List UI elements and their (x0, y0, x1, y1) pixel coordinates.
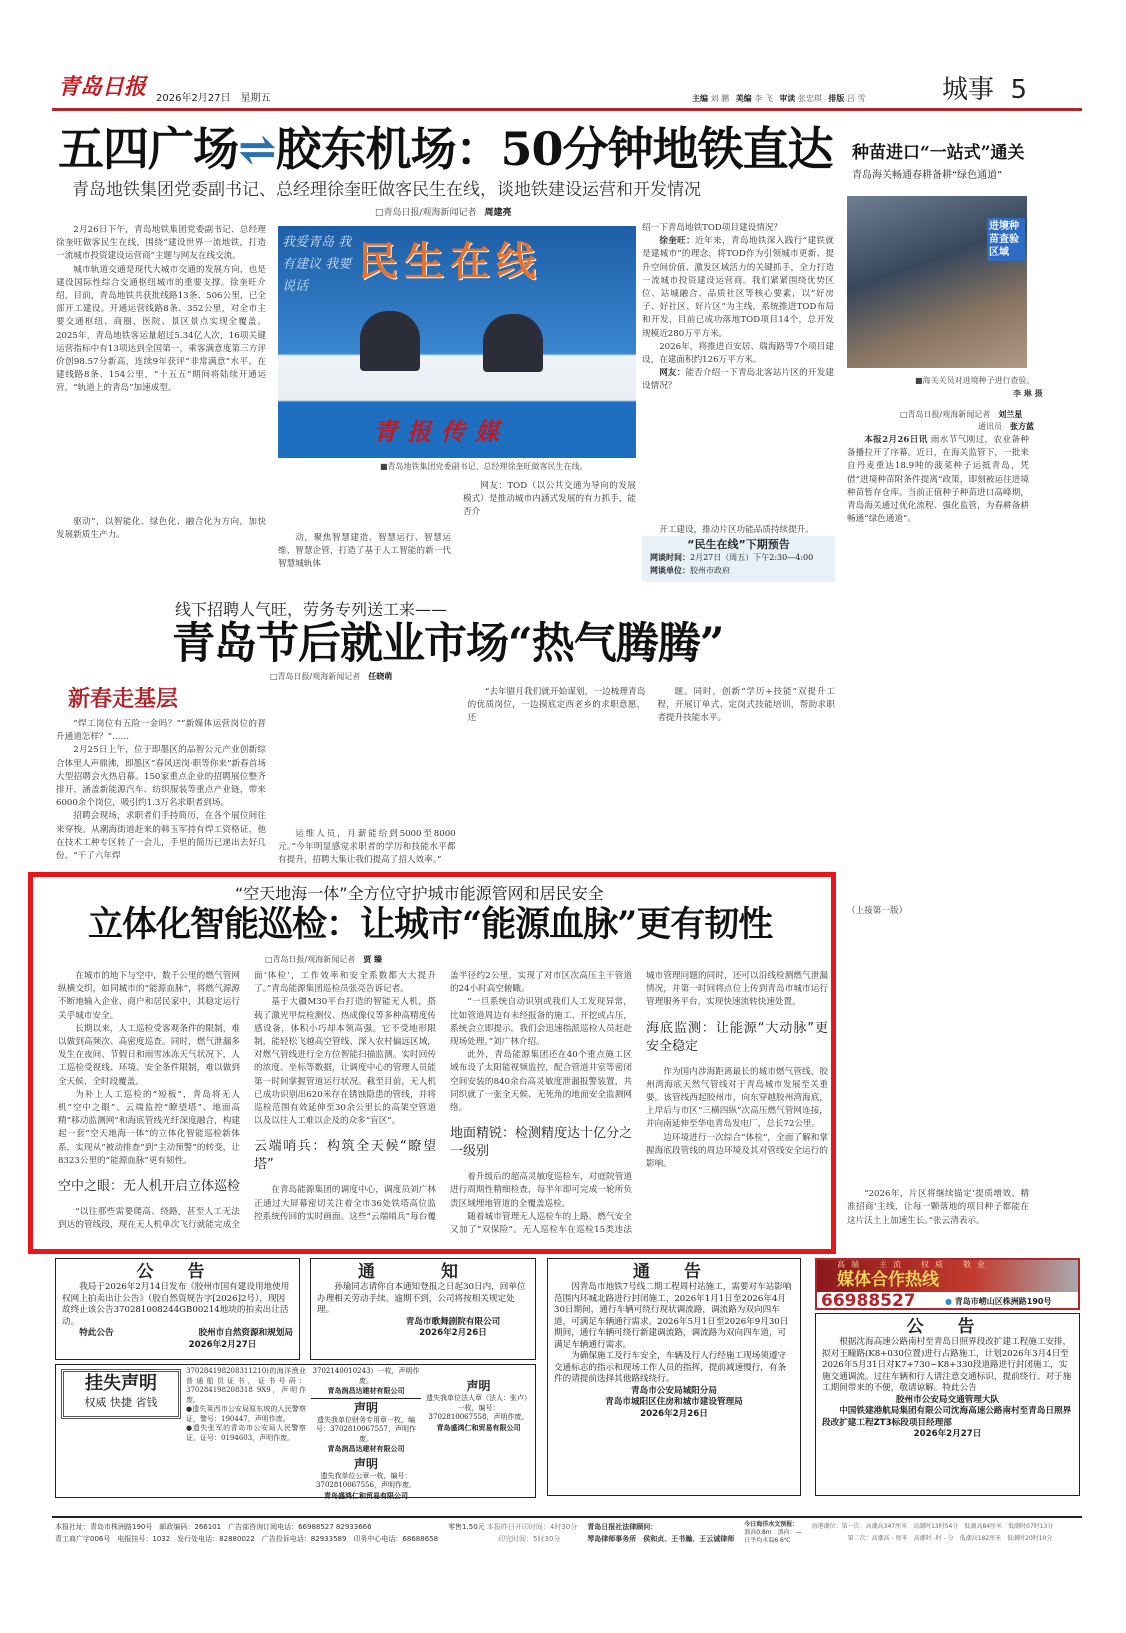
footer-rule (52, 1516, 1082, 1518)
paragraph: 2月25日上午，位于即墨区的品智公元产业创新综合体里人声鼎沸，即墨区“春风送岗·职等你来”新春首场大型招聘会火热启幕。150家重点企业的招聘展位整齐排开，涵盖新能源汽车、纺织服装等重点产业链，带来6000余个岗位，吸引约1.3万名求职者到场。 (56, 745, 266, 809)
ad-address (945, 1297, 1051, 1307)
seeds-body (847, 434, 1029, 874)
paragraph: 雨水节气刚过，农业备种备播拉开了序幕。近日，在海关监管下，一批来自丹麦重达18.9吨的菠菜种子运抵青岛，凭借“进境种苗附条件提离”政策，即刻被运往进境种苗暂存仓库。当前正值种子种苗进口高峰期，青岛海关通过优化流程、强化监管，为春耕备耕畅通“绿色通道”。 (847, 435, 1029, 525)
jobs-headline: 青岛节后就业市场“热气腾腾” (172, 619, 724, 669)
seeds-byline (900, 410, 1022, 420)
seeds-byline2 (978, 422, 1034, 432)
editorial-staff (688, 94, 865, 104)
jobs-kicker: 线下招聘人气旺，劳务专列送工来—— (175, 600, 448, 619)
speaker: 网友： (659, 368, 686, 379)
price: 零售1.50元 (448, 1523, 485, 1531)
notice-org: 青岛市歌舞剧院有限公司 (405, 1316, 501, 1327)
reporter-name: 刘兰星 (998, 410, 1023, 419)
section-title (942, 76, 1027, 105)
correspondent-name: 张方蓝 (1010, 422, 1034, 431)
statement-title: 声明 (466, 1379, 491, 1393)
notice-body: 我局于2026年2月14日发布《胶州市国有建设用地使用权网上拍卖出让公告》（胶自然资规告字[2026]2号），现因故终止该公告370281008244GB00214地块的拍卖出让活动。 (62, 1282, 290, 1327)
paragraph: 2026年，将推进百安居、瑞海路等7个项目建设，在建面积约126万平方米。 (642, 341, 834, 366)
paragraph: “2026年，片区将继续锚定‘提质增效、精准招商’主线，让每一颗落地的项目种子都能在这片沃土上加速生长。”张云清表示。 (847, 1189, 1029, 1226)
footer-line: 青工商广字006号 电报挂号：1032 发行处电话：82880022 广告投诉电话：82933589 印务中心电话：68688658 (55, 1535, 439, 1543)
staff-name: 李 飞 (754, 94, 773, 103)
tide-title: 今日海洋水文预报： (744, 1521, 799, 1528)
reporter-name: 贾 臻 (363, 955, 383, 964)
energy-body (58, 970, 828, 1246)
paragraph: 边环境进行一次综合“体检”，全面了解和掌握海底段管线的周边环境及其对管线安全运行的影响。 (646, 1132, 828, 1170)
statement-body: 遗失我单位财务专用章一枚，编号：3702810067557，声明作废。 (316, 1415, 416, 1443)
byline-prefix: □青岛日报/观海新闻记者 (265, 955, 356, 964)
reporter-name: 任晓萌 (368, 672, 393, 681)
energy-byline (265, 955, 382, 965)
notice-body: 为确保施工及行车安全，车辆及行人行经施工现场须遵守交通标志的指示和现场工作人员的指挥，提前减速慢行，有条件的请提前选择其他路线绕行。 (554, 1351, 787, 1384)
address-text: 青岛市崂山区株洲路190号 (954, 1297, 1052, 1306)
footer-tide (812, 1521, 1054, 1545)
statement-org: 青岛盛鸿仁和贸易有限公司 (436, 1422, 521, 1432)
headline-part: 胶东机场：50分钟地铁直达 (275, 122, 833, 176)
tide-line: 第二次：高潮高 - 厘米 高潮时 -时 - 分 低潮高182厘米 低潮时20时10分 (847, 1535, 1053, 1542)
notice-org: 中国铁建港航局集团有限公司沈海高速公路南村至青岛日照界段改扩建工程ZT3标段项目经理部 (822, 1406, 1072, 1428)
staff-role: 排版 (828, 94, 845, 103)
notice-org: 胶州市公安局交通管理大队 (895, 1394, 1000, 1405)
lost-item: 3702140010243）一枚，声明作废。 (312, 1367, 420, 1385)
paragraph: “一旦系统自动识别或我们人工发现异常，比如管道周边有未经报备的施工、开挖或占压，系统会立即提示。我们会迅速指派巡检人员赶赴现场处理。”刘广林介绍。 (450, 997, 632, 1048)
page-number: 5 (1010, 75, 1028, 105)
notice-date: 2026年2月26日 (640, 1408, 708, 1419)
answer (642, 235, 834, 341)
footer-address (55, 1521, 438, 1545)
metro-photo (278, 226, 636, 458)
paragraph: 2月26日下午，青岛地铁集团党委副书记、总经理徐奎旺做客民生在线，围绕“建设世界一流地铁，打造一流城市投资建设运营商”主题与网友在线交流。 (56, 225, 266, 262)
metro-photo-caption: ■青岛地铁集团党委副书记、总经理徐奎旺做客民生在线。 (380, 462, 588, 471)
notice-closing: 特此公告 (79, 1328, 114, 1338)
photographer: 李 琳 摄 (1013, 389, 1043, 398)
answer-text: 近年来，青岛地铁深入践行“建铁就是建城市”的理念，将TOD作为引领城市更新、提升空间价值、激发区域活力的关键抓手，全力打造一流城市投资建设运营商。我们紧紧围绕优势区位、站城融合、品质社区等核心要素，以“好房子、好社区、好片区”为主线，系统推进TOD布局和开发，目前已成功落地TOD项目14个，总开发规模近280万平方米。 (642, 236, 834, 339)
footer (55, 1521, 1085, 1545)
label: 网谈时间： (650, 552, 690, 562)
jobs-cols (278, 686, 835, 868)
footer-line: 本报社址：青岛市株洲路190号 邮政编码：266101 广告部咨询订阅电话：66988527 82933666 (55, 1523, 372, 1531)
preview-time (650, 551, 827, 564)
header-rule (52, 108, 1082, 111)
lost-slogan: 权威 快捷 省钱 (84, 1396, 158, 1409)
paragraph: “去年腊月我们就开始谋划，一边梳理青岛的优质岗位，一边摸底定西老乡的求职意愿，还 (467, 687, 646, 724)
metro-col4 (642, 222, 834, 534)
value: 2月27日（周五）下午2:30—4:00 (690, 553, 814, 562)
speaker: 徐奎旺： (659, 236, 696, 247)
paragraph: 题。同时，创新“学历+技能”双提升工程，开展订单式、定岗式技能培训，帮助求职者提升技能水平。 (657, 687, 835, 724)
byline-prefix: □青岛日报/观海新闻记者 (375, 208, 477, 218)
notice-date: 2026年2月26日 (419, 1328, 487, 1338)
statement-org: 青岛盛鸿仁和贸易有限公司 (324, 1490, 408, 1500)
paragraph: 招聘会现场，求职者们手持简历，在各个展位间往来穿梭。从潮海街道赶来的韩玉军持有焊工资格证，他在技术工种专区转了一会儿，手里的简历已递出去好几份。“干了六年焊 (56, 811, 266, 862)
photo-banner-text: 民生在线 (358, 239, 542, 285)
footer-legal (587, 1521, 734, 1545)
lost-org: 青岛润昌达建材有限公司 (311, 1386, 421, 1399)
notice-auction-cancel (55, 1258, 300, 1360)
metro-mid-cols (278, 480, 636, 592)
lost-item: ●遗失张军的青岛市公安局人民警察证，证号：0194603，声明作废。 (186, 1424, 306, 1442)
notice-title: 公 告 (136, 1262, 219, 1282)
guest-figure (360, 311, 420, 371)
ad-tags: 高端 主流 权威 敬业 (837, 1260, 991, 1269)
notice-labor (310, 1258, 536, 1360)
metro-byline (375, 208, 512, 219)
jobs-byline (270, 672, 392, 682)
photo-sign: 进境种苗查验区域 (987, 218, 1025, 261)
legal-counsel: 琴岛律师事务所 侯和贞、王书瀚、王云诚律师 (587, 1535, 735, 1543)
lost-notices-block (55, 1364, 536, 1498)
notice-metro-construction (547, 1258, 801, 1496)
ad-title: 媒体合作热线 (837, 1270, 939, 1290)
preview-title: “民生在线”下期预告 (687, 538, 790, 551)
lost-item: 370284198208311210)的海洋渔业普通船员证书，证书号码：370284198208318 9X9，声明作废。 (186, 1367, 306, 1404)
energy-kicker: “空天地海一体”全方位守护城市能源管网和居民安全 (235, 884, 604, 903)
paragraph: 网友：TOD（以公共交通为导向的发展模式）是推动城市内涵式发展的有力抓手，能否介 (463, 481, 636, 518)
staff-role: 审读 (779, 94, 796, 103)
byline-prefix: □青岛日报/观海新闻记者 (270, 672, 361, 681)
notice-title: 通 知 (358, 1262, 488, 1282)
notice-title: 通 告 (633, 1262, 715, 1282)
staff-role: 美编 (735, 94, 752, 103)
continued-mark: （上接第一版） (847, 906, 908, 916)
notice-highway-closure (815, 1313, 1080, 1496)
paragraph: 在城市的地下与空中，数千公里的燃气管网纵横交织，如同城市的“能源血脉”，将燃气源源不断地输入企业、商户和居民家中，其稳定运行关乎城市安全。 (58, 971, 240, 1021)
print-time: 本报昨日开印时间：4时30分 (486, 1523, 578, 1531)
lost-notice-logo (61, 1369, 181, 1419)
question (642, 367, 834, 393)
paragraph: 为补上人工巡检的“短板”，青岛将无人机“空中之眼”、云端监控“瞭望塔”、地面高精“移动监测网”和海底管线光纤深度融合，构建起一套“空天地海一体”的立体化智能巡检新体系，实现从“被动排查”到“主动预警”的转变，让8323公里的“能源血脉”更有韧性。 (58, 1089, 240, 1166)
statement-body: 遗失我单位法人章（法人：张卢）一枚，编号：3702810067558，声明作废。 (426, 1394, 531, 1421)
staff-name: 吕 雪 (846, 94, 866, 103)
section-name: 城事 (942, 75, 995, 105)
headline-part: 五四广场 (58, 122, 238, 176)
statement-org: 青岛润昌达建材有限公司 (327, 1444, 405, 1453)
seeds-headline: 种苗进口“一站式”通关 (852, 143, 1025, 163)
section-subhead: 海底监测：让能源“大动脉”更安全稳定 (646, 1020, 828, 1054)
seeds-continued (847, 905, 1029, 1240)
staff-role: 主编 (692, 94, 708, 103)
paragraph: 运维人员，月薪能给到5000至8000元。”今年明显感觉求职者的学历和技能水平都有提升，招聘大集让我们提高了招人效率。” (278, 829, 456, 866)
next-preview-box (642, 536, 835, 582)
lost-title: 挂失声明 (85, 1373, 157, 1394)
label: 网谈单位： (650, 565, 690, 575)
paragraph: 着升级后的超高灵敏度巡检车，对庭院管道进行周期性精细检查，每半年即可完成一轮所负责区域埋地管道的全覆盖巡检。 (450, 1172, 632, 1209)
statement-title: 声明 (353, 1456, 378, 1471)
media-hotline-ad (815, 1258, 1080, 1310)
statement-title: 声明 (353, 1400, 378, 1415)
photo-side-text: 我爱青岛 我有建议 我要说话 (282, 235, 352, 294)
paragraph: “焊工岗位有五险一金吗？”“新媒体运营岗位的晋升通道怎样？”…… (56, 719, 266, 743)
newspaper-logo: 青岛日报 (58, 74, 147, 100)
jobs-col1 (56, 718, 266, 868)
lost-item: ●遗失莱西市公安局原东坡的人民警察证，警号：190447，声明作废。 (186, 1405, 306, 1423)
notice-body: 根据沈海高速公路南村至青岛日照界段改扩建工程施工安排，拟对王疃路(K8+030位置)进行占路施工，计划2026年3月4日至2026年5月31日对K7+730~K8+330段道路进行封闭施工，实施交通调流。过往车辆和行人请注意交通标识，提前绕行。对于施工期间带来的不便，敬请谅解。特此公告 (822, 1337, 1072, 1393)
location-pin-icon: ● (945, 1297, 952, 1306)
staff-name: 刘 鹏 (710, 94, 730, 103)
footer-tide-summary (744, 1521, 801, 1545)
notice-title: 公 告 (906, 1317, 989, 1337)
legal-label: 青岛日报社法律顾问： (587, 1523, 658, 1531)
two-way-arrow-icon: ⇌ (238, 122, 276, 176)
notice-body: 因青岛市地铁7号线二期工程周村站施工，需要对车站影响范围内环城北路进行封闭施工，2026年1月1日至2026年4月30日期间，通行车辆可绕行现状调流路，调流路为双向四车道，可满足车辆通行需求。2026年5月1日至2026年9月30日期间，通行车辆可绕行新建调流路，调流路为双向四车道，可满足车辆通行需求。 (554, 1282, 792, 1350)
paragraph: 开工建设，推动片区功能品质持续提升。 (659, 524, 814, 534)
paragraph: 在青岛能源集团的调度中心，调度员刘广林正通过大屏幕密切关注着全市36处铁塔高位监控系统传回的实时画面。这些“云端哨兵”每台覆盖半径约2公里，实现了对市区次高压主干管道的24小时高空俯瞰。 (254, 971, 632, 1222)
dateline: 本报2月26日讯 (864, 435, 928, 445)
host-figure (483, 314, 543, 372)
energy-headline: 立体化智能巡检：让城市“能源血脉”更有韧性 (88, 904, 773, 945)
notice-org: 青岛市公安局城阳分局 (631, 1385, 717, 1396)
metro-col1 (56, 224, 266, 592)
paragraph: 驱动”，以智能化、绿色化、融合化为方向，加快发展新质生产力。 (56, 516, 266, 540)
print-time: 印完时间：5时30分 (498, 1535, 561, 1543)
section-subhead: 云端哨兵：构筑全天候“瞭望塔” (254, 1139, 436, 1173)
tide-line: 海港潮位：第一次：高潮高347厘米 高潮时13时54分 低潮高84厘米 低潮时07时13分 (811, 1523, 1054, 1530)
issue-date: 2026年2月27日 星期五 (156, 93, 271, 104)
seeds-caption: ■海关关员对进境种子进行查验。 (915, 376, 1035, 385)
paragraph: 长期以来，人工巡检受客观条件的限制，难以做到高频次、高密度巡查。同时，燃气泄漏多发生在夜间、节假日和雨雪冰冻天气状况下，人工巡检受视线、环境、安全条件限制，难以做到全天候、全时段覆盖。 (58, 1023, 240, 1087)
footer-price (448, 1521, 577, 1545)
metro-subtitle: 青岛地铁集团党委副书记、总经理徐奎旺做客民生在线，谈地铁建设运营和开发情况 (72, 180, 701, 200)
value: 胶州市政府 (690, 566, 730, 575)
wave: 浪高0.8m 浪向：— (744, 1529, 802, 1536)
staff-name: 张忠琪 (797, 94, 822, 103)
reporter-name: 周建亮 (484, 208, 512, 218)
notice-date: 2026年2月27日 (188, 1339, 257, 1350)
statement-body: 遗失我单位公章一枚，编号：3702810067556，声明作废。 (316, 1471, 416, 1489)
lost-col2 (311, 1367, 421, 1500)
metro-headline (58, 124, 833, 175)
paragraph: “以往那些需要爬高、绕路，甚至人工无法到达的管线段，现在无人机单次飞行就能完成全面‘体检’，工作效率和安全系数都大大提升了。”青岛能源集团巡检员张亮告诉记者。 (58, 971, 436, 1231)
new-spring-column-logo: 新春走基层 (68, 686, 179, 712)
section-subhead: 地面精锐：检测精度达十亿分之一级别 (450, 1126, 633, 1160)
notice-date: 2026年2月27日 (913, 1429, 982, 1439)
notice-org: 胶州市自然资源和规划局 (198, 1328, 293, 1338)
paragraph: 作为国内涉海距离最长的城市燃气管线，胶州湾海底天然气管线对于青岛城市发展至关重要。该管线西起胶州市，向东穿越胶州湾海底，上岸后与市区“三横四纵”次高压燃气管网连接，并向南延伸至华电青岛发电厂，总长72公里。 (646, 1066, 828, 1130)
paragraph: 城市轨道交通是现代大城市交通的发展方向，也是建设国际性综合交通枢纽城市的重要支撑。徐奎旺介绍，目前，青岛地铁共获批线路13条、506公里，已全部开工建设。开通运营线路8条、352公里，对全市主要交通枢纽、商圈、医院、景区景点实现全覆盖。2025年，青岛地铁客运量超过5.34亿人次，16项关键运营指标中有13项达到全国第一，乘客满意度第三方评价创98.57分新高，连续9年获评“非常满意”水平。在建线路8条、154公里，“十五五”期间将陆续开通运营，“轨道上的青岛”加速成型。 (56, 264, 266, 394)
paragraph: 动，聚焦智慧建造、智慧运行、智慧运维、智慧企管，打造了基于人工智能的新一代智慧城轨体 (278, 533, 451, 570)
byline-prefix: □青岛日报/观海新闻记者 (900, 410, 991, 419)
seeds-photo (847, 196, 1027, 368)
paragraph: 随着城市管理无人巡检车的上路，燃气安全又加了“双保险”。无人巡检车在巡检15类违法城市管理问题的同时，还可以沿线检测燃气泄漏情况，并第一时间将点位上传到青岛市城市运行管理服务平台，实现快速流转快速处置。 (450, 971, 828, 1236)
notice-org: 青岛市城阳区住房和城市建设管理局 (605, 1397, 743, 1407)
byline-prefix: 通讯员 (978, 422, 1002, 431)
question-text: 能否介绍一下青岛北客站片区的开发建设情况？ (642, 368, 834, 392)
paragraph: 基于大疆M30平台打造的智能无人机，搭载了激光甲烷检测仪、热成像仪等多种高精度传感设备，体积小巧却本领高强。它不受地形限制，能轻松飞越高空管线、深入农村偏远区域，对燃气管线进行全方位智能扫描监测。实时回传的浓度、坐标等数据，让调度中心的管理人员能第一时间掌握管道运行状况。截至目前，无人机已成功识别出620米存在锈蚀隐患的管线，并将巡检范围有效延伸至30余公里长的高架空管道以及以往人工难以企及的众多“盲区”。 (254, 997, 436, 1127)
paragraph: 此外，青岛能源集团还在40个重点施工区域布设了太阳能视频监控，配合管道井室等密闭空间安装的840余台高灵敏度泄漏报警装置，共同织就了一张全天候、无死角的地面安全监测网络。 (450, 1050, 632, 1114)
notice-body: 孙瑜同志请你自本通知登报之日起30日内，回单位办理相关劳动手续。逾期不到，公司将按相关规定处理。 (317, 1282, 526, 1315)
water-temp: 日平均水温6.6℃ (744, 1537, 791, 1544)
photo-logo-text: 青报传媒 (373, 417, 509, 446)
question: 绍一下青岛地铁TOD项目建设情况？ (642, 223, 782, 233)
section-subhead: 空中之眼：无人机开启立体巡检 (58, 1179, 241, 1195)
lost-col3 (426, 1379, 531, 1432)
seeds-subtitle: 青岛海关畅通春耕备耕“绿色通道” (852, 170, 1003, 181)
ad-phone: 66988527 (821, 1291, 916, 1310)
lost-items (186, 1367, 306, 1495)
notice-closing-row (62, 1328, 293, 1340)
preview-unit (650, 564, 827, 577)
